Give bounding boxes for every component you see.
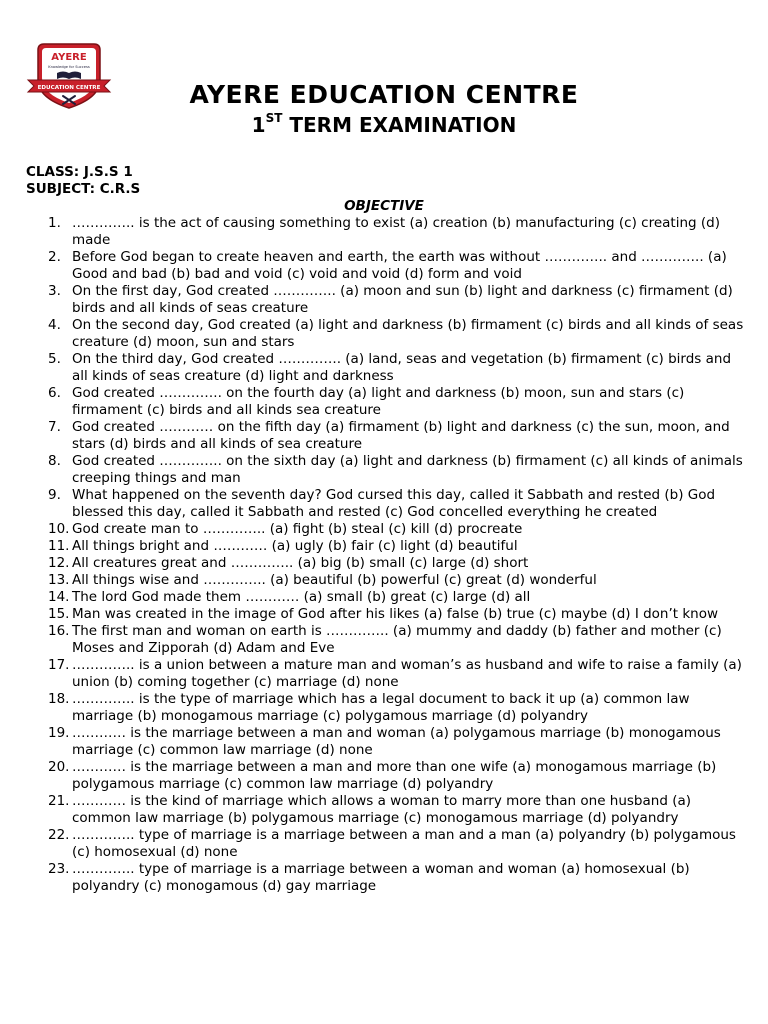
exam-name: TERM EXAMINATION <box>289 113 517 137</box>
exam-meta <box>26 164 140 198</box>
question-item <box>0 827 768 861</box>
question-text: ………… is the marriage between a man and more than one wife (a) monogamous marriage (b) polygamous marriage (c) common law marriage (d) polyandry <box>72 759 717 792</box>
question-number: 13. <box>48 572 70 588</box>
question-text: God created ………… on the fifth day (a) firmament (b) light and darkness (c) the sun, moon, and stars (d) birds and all kinds of sea creature <box>72 419 730 452</box>
question-number: 4. <box>48 317 61 333</box>
question-item <box>0 419 768 453</box>
question-number: 23. <box>48 861 70 877</box>
question-item <box>0 555 768 572</box>
question-number: 12. <box>48 555 70 571</box>
logo-motto: Knowledge for Success <box>48 65 90 69</box>
question-number: 15. <box>48 606 70 622</box>
question-item <box>0 351 768 385</box>
question-item <box>0 487 768 521</box>
question-number: 16. <box>48 623 70 639</box>
question-text: ………….. is the act of causing something to exist (a) creation (b) manufacturing (c) creating (d) made <box>72 215 720 248</box>
question-number: 8. <box>48 453 61 469</box>
question-text: God created ………….. on the sixth day (a) light and darkness (b) firmament (c) all kinds of animals creeping things and man <box>72 453 743 486</box>
question-text: The first man and woman on earth is ………….. (a) mummy and daddy (b) father and mother (c) Moses and Zipporah (d) Adam and Eve <box>72 623 722 656</box>
question-number: 10. <box>48 521 70 537</box>
question-text: All creatures great and ………….. (a) big (b) small (c) large (d) short <box>72 555 529 571</box>
question-item <box>0 623 768 657</box>
exam-title <box>0 113 768 137</box>
question-text: The lord God made them ………… (a) small (b) great (c) large (d) all <box>72 589 531 605</box>
question-item <box>0 521 768 538</box>
question-number: 5. <box>48 351 61 367</box>
subject-label: SUBJECT: C.R.S <box>26 181 141 197</box>
question-item <box>0 725 768 759</box>
question-item <box>0 861 768 895</box>
question-text: On the first day, God created ………….. (a) moon and sun (b) light and darkness (c) firmament (d) birds and all kinds of seas creature <box>72 283 733 316</box>
question-number: 9. <box>48 487 61 503</box>
question-number: 14. <box>48 589 70 605</box>
question-text: ………… is the kind of marriage which allows a woman to marry more than one husband (a) common law marriage (b) polygamous marriage (c) monogamous marriage (d) polyandry <box>72 793 691 826</box>
question-text: On the third day, God created ………….. (a) land, seas and vegetation (b) firmament (c) birds and all kinds of seas creature (d) light and darkness <box>72 351 732 384</box>
question-number: 2. <box>48 249 61 265</box>
question-text: ………….. type of marriage is a marriage between a man and a man (a) polyandry (b) polygamous (c) homosexual (d) none <box>72 827 736 860</box>
question-item <box>0 283 768 317</box>
question-item <box>0 453 768 487</box>
question-number: 7. <box>48 419 61 435</box>
question-text: All things wise and ………….. (a) beautiful (b) powerful (c) great (d) wonderful <box>72 572 597 588</box>
question-item <box>0 249 768 283</box>
question-item <box>0 691 768 725</box>
question-text: What happened on the seventh day? God cursed this day, called it Sabbath and rested (b) God blessed this day, called it Sabbath and rested (c) God concelled everything he created <box>72 487 716 520</box>
logo-top-text: AYERE <box>51 52 87 63</box>
question-item <box>0 589 768 606</box>
question-item <box>0 317 768 351</box>
question-item <box>0 657 768 691</box>
question-number: 11. <box>48 538 70 554</box>
question-number: 21. <box>48 793 70 809</box>
question-text: Man was created in the image of God after his likes (a) false (b) true (c) maybe (d) I don’t know <box>72 606 719 622</box>
question-text: God created ………….. on the fourth day (a) light and darkness (b) moon, sun and stars (c) firmament (c) birds and all kinds sea creature <box>72 385 685 418</box>
logo-banner-text: EDUCATION CENTRE <box>37 84 101 91</box>
exam-ordinal-suffix: ST <box>265 111 283 126</box>
question-number: 22. <box>48 827 70 843</box>
question-item <box>0 606 768 623</box>
question-list <box>0 215 768 895</box>
question-number: 18. <box>48 691 70 707</box>
question-number: 3. <box>48 283 61 299</box>
question-text: ………….. is a union between a mature man and woman’s as husband and wife to raise a family (a) union (b) coming together (c) marriage (d) none <box>72 657 742 690</box>
question-item <box>0 385 768 419</box>
school-name: AYERE EDUCATION CENTRE <box>189 80 579 109</box>
question-item <box>0 572 768 589</box>
question-item <box>0 793 768 827</box>
question-number: 17. <box>48 657 70 673</box>
question-text: On the second day, God created (a) light and darkness (b) firmament (c) birds and all kinds of seas creature (d) moon, sun and stars <box>72 317 744 350</box>
question-number: 20. <box>48 759 70 775</box>
question-text: All things bright and ………… (a) ugly (b) fair (c) light (d) beautiful <box>72 538 518 554</box>
question-text: ………….. type of marriage is a marriage between a woman and woman (a) homosexual (b) polyandry (c) monogamous (d) gay marriage <box>72 861 690 894</box>
class-label: CLASS: J.S.S 1 <box>26 164 133 180</box>
question-text: ………….. is the type of marriage which has a legal document to back it up (a) common law marriage (b) monogamous marriage (c) polygamous marriage (d) polyandry <box>72 691 690 724</box>
exam-ordinal: 1 <box>251 113 266 137</box>
question-item <box>0 215 768 249</box>
question-text: Before God began to create heaven and earth, the earth was without ………….. and ………….. (a) Good and bad (b) bad and void (c) void and void (d) form and void <box>72 249 727 282</box>
question-text: ………… is the marriage between a man and woman (a) polygamous marriage (b) monogamous marriage (c) common law marriage (d) none <box>72 725 721 758</box>
question-number: 1. <box>48 215 61 231</box>
question-item <box>0 759 768 793</box>
question-item <box>0 538 768 555</box>
section-title: OBJECTIVE <box>344 198 424 214</box>
question-number: 6. <box>48 385 61 401</box>
question-text: God create man to ………….. (a) fight (b) steal (c) kill (d) procreate <box>72 521 523 537</box>
question-number: 19. <box>48 725 70 741</box>
